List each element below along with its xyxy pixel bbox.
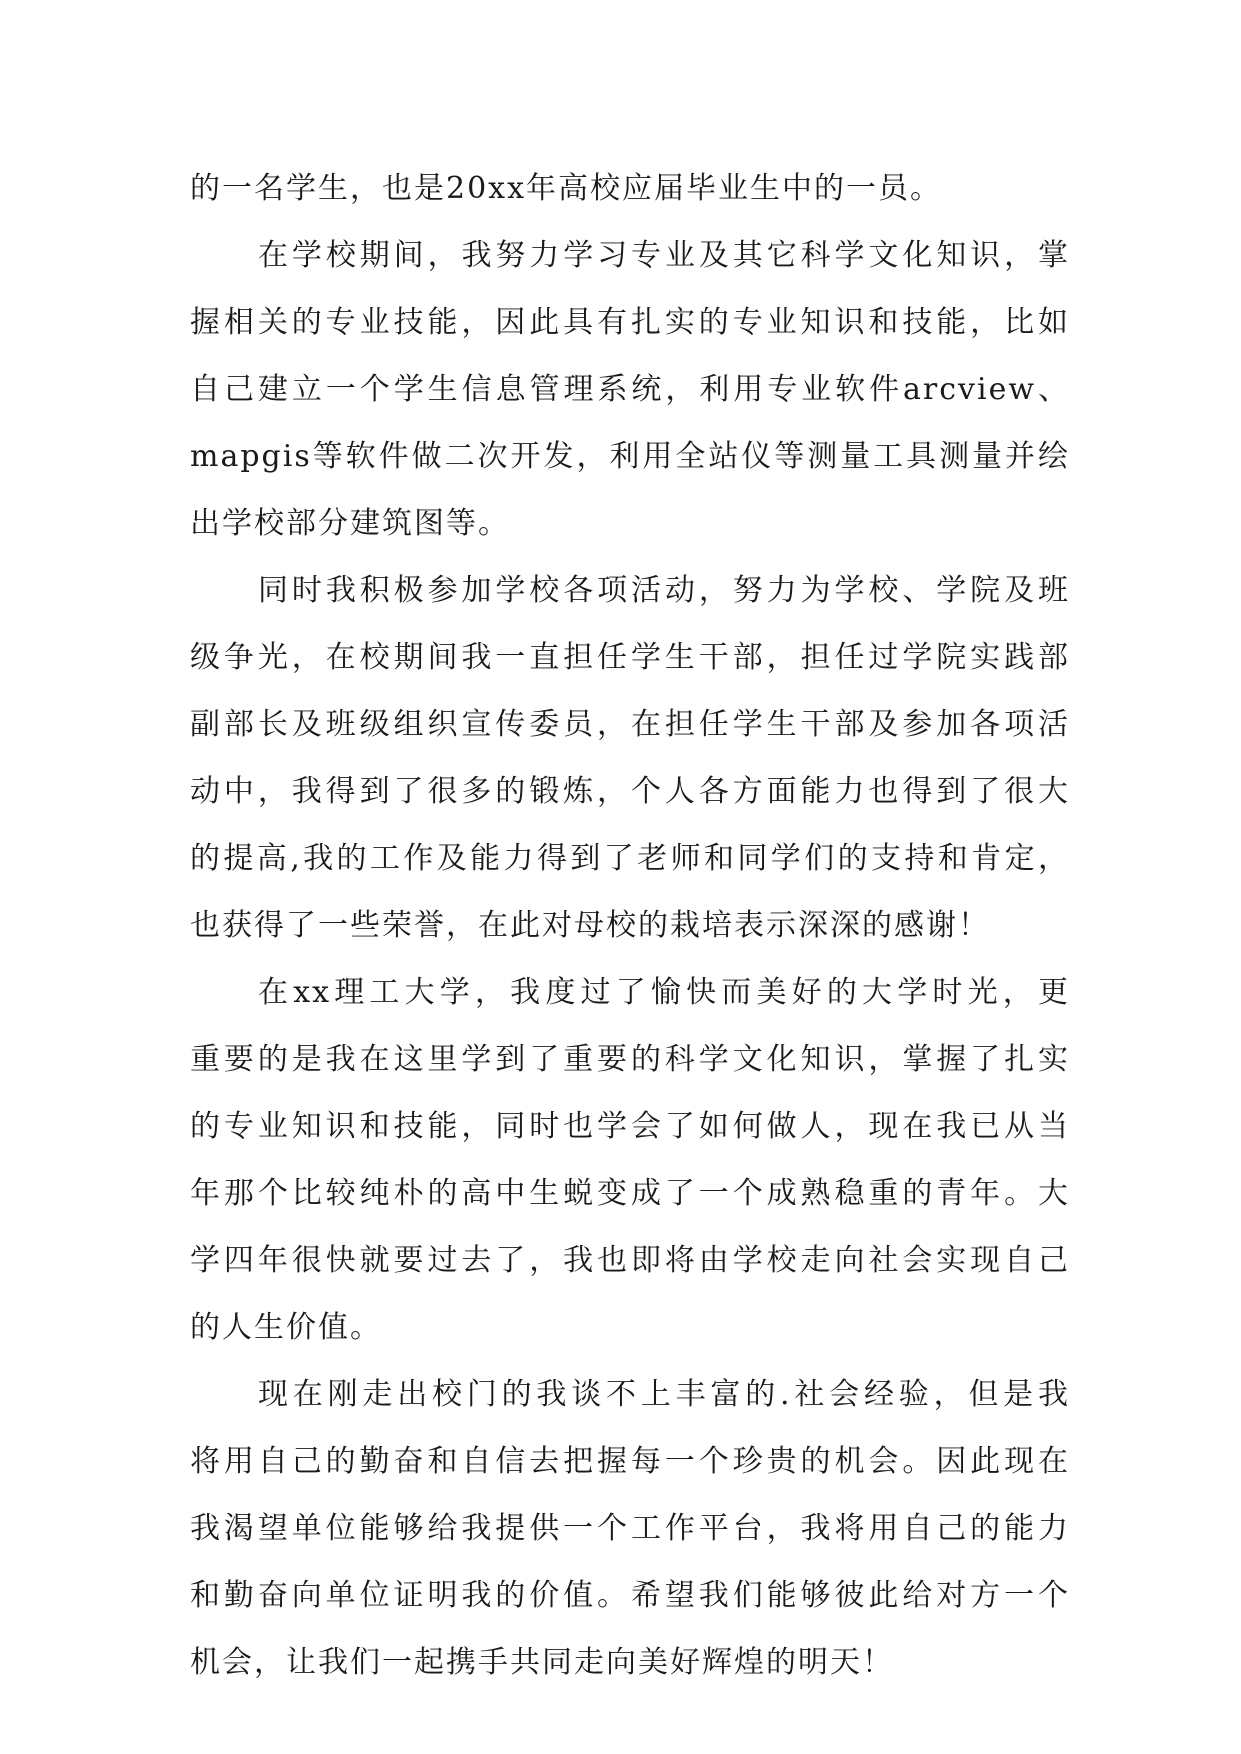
paragraph — [190, 959, 1070, 1361]
text-line: 现在刚走出校门的我谈不上丰富的.社会经验，但是我 — [258, 1377, 1070, 1412]
text-line: 动中，我得到了很多的锻炼，个人各方面能力也得到了很大 — [190, 774, 1070, 809]
text-line: 机会，让我们一起携手共同走向美好辉煌的明天！ — [190, 1645, 894, 1680]
document-body — [190, 155, 1070, 1696]
text-line: 重要的是我在这里学到了重要的科学文化知识，掌握了扎实 — [190, 1042, 1070, 1077]
text-line: 和勤奋向单位证明我的价值。希望我们能够彼此给对方一个 — [190, 1578, 1070, 1613]
text-line: 在xx理工大学，我度过了愉快而美好的大学时光，更 — [258, 975, 1070, 1010]
paragraph — [190, 1361, 1070, 1696]
paragraph — [190, 155, 1070, 222]
text-line: 学四年很快就要过去了，我也即将由学校走向社会实现自己 — [190, 1243, 1070, 1278]
text-line: 同时我积极参加学校各项活动，努力为学校、学院及班 — [258, 573, 1070, 608]
text-line: mapgis等软件做二次开发，利用全站仪等测量工具测量并绘 — [190, 439, 1070, 474]
text-line: 副部长及班级组织宣传委员，在担任学生干部及参加各项活 — [190, 707, 1070, 742]
text-line: 的提高,我的工作及能力得到了老师和同学们的支持和肯定， — [190, 841, 1070, 876]
text-line: 的人生价值。 — [190, 1310, 382, 1345]
text-line: 出学校部分建筑图等。 — [190, 506, 510, 541]
text-line: 我渴望单位能够给我提供一个工作平台，我将用自己的能力 — [190, 1511, 1070, 1546]
paragraph — [190, 222, 1070, 557]
text-line: 的专业知识和技能，同时也学会了如何做人，现在我已从当 — [190, 1109, 1070, 1144]
paragraph — [190, 557, 1070, 959]
text-line: 将用自己的勤奋和自信去把握每一个珍贵的机会。因此现在 — [190, 1444, 1070, 1479]
text-line: 也获得了一些荣誉，在此对母校的栽培表示深深的感谢！ — [190, 908, 990, 943]
text-line: 握相关的专业技能，因此具有扎实的专业知识和技能，比如 — [190, 305, 1070, 340]
text-line: 自己建立一个学生信息管理系统，利用专业软件arcview、 — [190, 372, 1070, 407]
text-line: 的一名学生，也是20xx年高校应届毕业生中的一员。 — [190, 171, 943, 206]
text-line: 在学校期间，我努力学习专业及其它科学文化知识，掌 — [258, 238, 1070, 273]
text-line: 年那个比较纯朴的高中生蜕变成了一个成熟稳重的青年。大 — [190, 1176, 1070, 1211]
text-line: 级争光，在校期间我一直担任学生干部，担任过学院实践部 — [190, 640, 1070, 675]
